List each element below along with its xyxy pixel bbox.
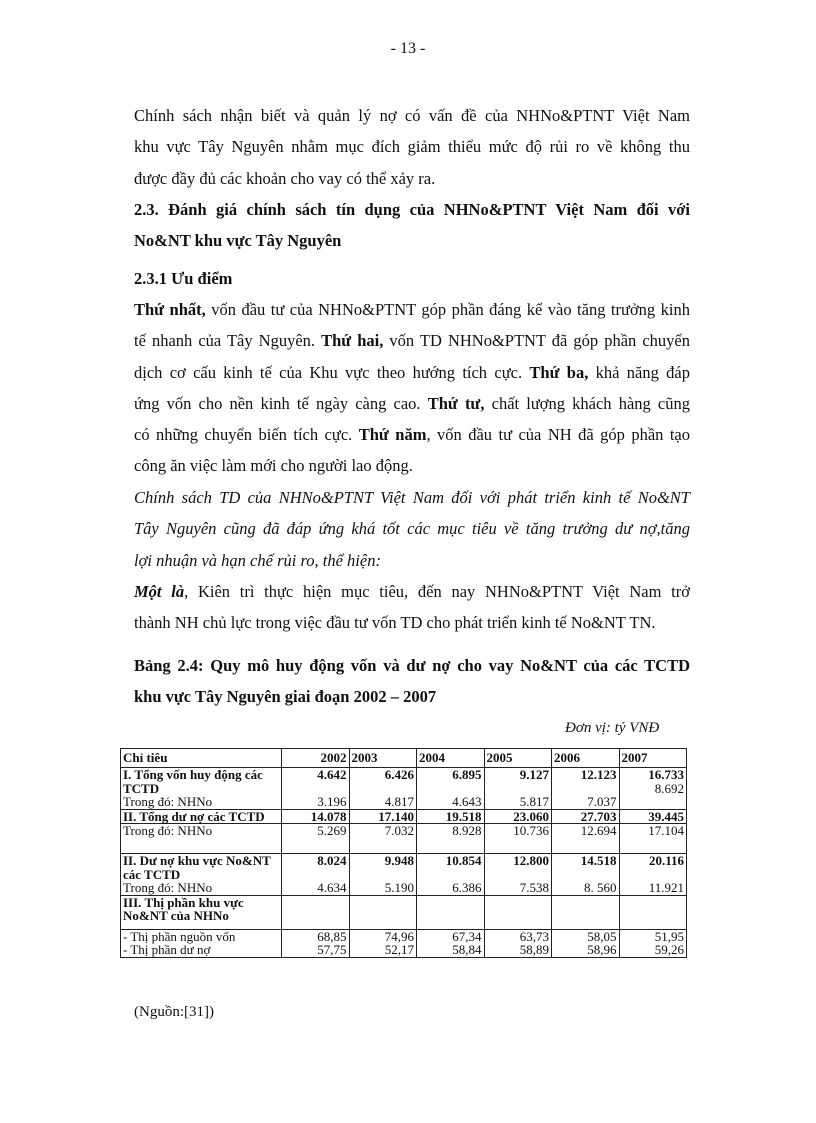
row-label-sub: Trong đó: NHNo: [123, 880, 213, 895]
row-label: II. Tổng dư nợ các TCTD: [121, 809, 282, 824]
table-cell: 10.736: [484, 824, 552, 854]
text-line: [134, 357, 690, 388]
text-span: có những chuyển biến tích cực.: [134, 425, 359, 445]
row-label-sub: Trong đó: NHNo: [123, 794, 213, 809]
caption-text: : Quy mô huy động vốn và dư nợ cho vay No&NT của các TCTD: [198, 656, 691, 675]
bold-lead: Một là: [134, 582, 185, 601]
table-row: [121, 929, 687, 957]
row-label: [121, 854, 282, 896]
table-cell: 14.078: [282, 809, 350, 824]
heading-line: 2.3.1 Ưu điểm: [134, 269, 233, 288]
row-label: III. Thị phần khu vực No&NT của NHNo: [121, 895, 282, 929]
table-cell: 9.127 5.817: [484, 768, 552, 810]
row-label-main: I. Tổng vốn huy động các TCTD: [123, 767, 263, 796]
table-cell: 23.060: [484, 809, 552, 824]
table-cell: 67,34 58,84: [417, 929, 485, 957]
row-label: Trong đó: NHNo: [121, 824, 282, 854]
text-line: [134, 388, 690, 419]
table-cell: 19.518: [417, 809, 485, 824]
paragraph-intro: [134, 100, 690, 194]
table-row: [121, 809, 687, 824]
text-line: công ăn việc làm mới cho người lao động.: [134, 456, 413, 476]
table-cell: 58,05 58,96: [552, 929, 620, 957]
table-cell: 17.140: [349, 809, 417, 824]
text-line: thành NH chủ lực trong việc đầu tư vốn TD cho phát triển kinh tế No&NT TN.: [134, 613, 656, 633]
table-row: [121, 768, 687, 810]
page-number: - 13 -: [390, 40, 426, 57]
text-span: , Kiên trì thực hiện mục tiêu, đến nay NHNo&PTNT Việt Nam trở: [184, 582, 690, 601]
table-cell: 4.642 3.196: [282, 768, 350, 810]
table-cell: 16.733 8.692: [619, 768, 687, 810]
table-cell: 6.895 4.643: [417, 768, 485, 810]
table-cell: 8.024 4.634: [282, 854, 350, 896]
paragraph-first-point: [134, 576, 690, 639]
table-cell: 39.445: [619, 809, 687, 824]
caption-label: Bảng 2.4: [134, 656, 199, 675]
table-cell: 20.116 11.921: [619, 854, 687, 896]
bold-lead: Thứ hai,: [321, 331, 384, 351]
table-cell: [417, 895, 485, 929]
header-cell: 2005: [484, 749, 552, 768]
text-span: vốn TD NHNo&PTNT đã góp phần chuyển: [383, 331, 690, 351]
table-cell: 17.104: [619, 824, 687, 854]
table-cell: 7.032: [349, 824, 417, 854]
table-caption: [134, 650, 690, 713]
table-cell: 63,73 58,89: [484, 929, 552, 957]
table-cell: 12.694: [552, 824, 620, 854]
bold-lead: Thứ ba,: [529, 362, 589, 382]
text-line: [134, 294, 690, 325]
table-cell: [349, 895, 417, 929]
table-cell: 5.269: [282, 824, 350, 854]
text-line: [134, 576, 690, 607]
text-span: dịch cơ cấu kinh tế của Khu vực theo hướng tích cực.: [134, 362, 530, 382]
table-source: (Nguồn:[31]): [134, 1004, 214, 1020]
header-cell: 2004: [417, 749, 485, 768]
heading-line: No&NT khu vực Tây Nguyên: [134, 231, 342, 251]
table-cell: [484, 895, 552, 929]
row-label: [121, 768, 282, 810]
table-cell: 51,95 59,26: [619, 929, 687, 957]
caption-line: khu vực Tây Nguyên giai đoạn 2002 – 2007: [134, 687, 437, 707]
table-row: [121, 895, 687, 929]
table-cell: 9.948 5.190: [349, 854, 417, 896]
bold-lead: Thứ nhất,: [134, 300, 206, 319]
bold-lead: Thứ năm: [358, 425, 427, 445]
paragraph-advantages: [134, 294, 690, 482]
table-cell: [282, 895, 350, 929]
heading-line: 2.3. Đánh giá chính sách tín dụng của NHNo&PTNT Việt Nam đối với: [134, 200, 690, 219]
text-line: Chính sách TD của NHNo&PTNT Việt Nam đối với phát triển kinh tế No&NT: [134, 488, 690, 507]
bold-lead: Thứ tư,: [427, 393, 485, 413]
text-span: , vốn đầu tư của NH đã góp phần tạo: [426, 425, 691, 445]
caption-line: [134, 650, 690, 681]
text-line: lợi nhuận và hạn chế rủi ro, thể hiện:: [134, 550, 381, 570]
header-cell: Chỉ tiêu: [121, 749, 282, 768]
table-row: [121, 824, 687, 854]
section-heading-2-3: [134, 194, 690, 257]
header-cell: 2003: [349, 749, 417, 768]
table-cell: 10.854 6.386: [417, 854, 485, 896]
text-line: được đầy đủ các khoản cho vay có thể xảy ra.: [134, 168, 436, 188]
section-heading-2-3-1: [134, 263, 690, 294]
text-line: Tây Nguyên cũng đã đáp ứng khá tốt các mục tiêu về tăng trưởng dư nợ,tăng: [134, 519, 690, 539]
text-span: ứng vốn cho nền kinh tế ngày càng cao.: [134, 393, 428, 413]
text-line: [134, 419, 690, 450]
table-cell: [619, 895, 687, 929]
table-cell: 27.703: [552, 809, 620, 824]
header-cell: 2006: [552, 749, 620, 768]
table-cell: 6.426 4.817: [349, 768, 417, 810]
text-span: khả năng đáp: [588, 362, 690, 382]
table-cell: 74,96 52,17: [349, 929, 417, 957]
row-label: - Thị phần nguồn vốn - Thị phần dư nợ: [121, 929, 282, 957]
text-span: vốn đầu tư của NHNo&PTNT góp phần đáng kể vào tăng trưởng kinh: [205, 300, 690, 319]
header-cell: 2007: [619, 749, 687, 768]
unit-label: Đơn vị: tỷ VNĐ: [565, 720, 660, 736]
text-span: chất lượng khách hàng cũng: [484, 393, 691, 413]
table-cell: 8.928: [417, 824, 485, 854]
table-cell: 12.123 7.037: [552, 768, 620, 810]
table-header-row: [121, 749, 687, 768]
text-line: [134, 325, 690, 356]
header-cell: 2002: [282, 749, 350, 768]
paragraph-policy: [134, 482, 690, 576]
text-line: Chính sách nhận biết và quản lý nợ có vấn đề của NHNo&PTNT Việt Nam: [134, 106, 690, 125]
row-label-main: II. Dư nợ khu vực No&NT các TCTD: [123, 853, 271, 882]
table-row: [121, 854, 687, 896]
table-cell: 12.800 7.538: [484, 854, 552, 896]
text-line: khu vực Tây Nguyên nhằm mục đích giảm thiểu mức độ rủi ro về không thu: [134, 137, 690, 157]
text-span: tế nhanh của Tây Nguyên.: [134, 331, 322, 351]
table-cell: 68,85 57,75: [282, 929, 350, 957]
table-cell: 14.518 8. 560: [552, 854, 620, 896]
table-cell: [552, 895, 620, 929]
data-table: [120, 748, 687, 958]
